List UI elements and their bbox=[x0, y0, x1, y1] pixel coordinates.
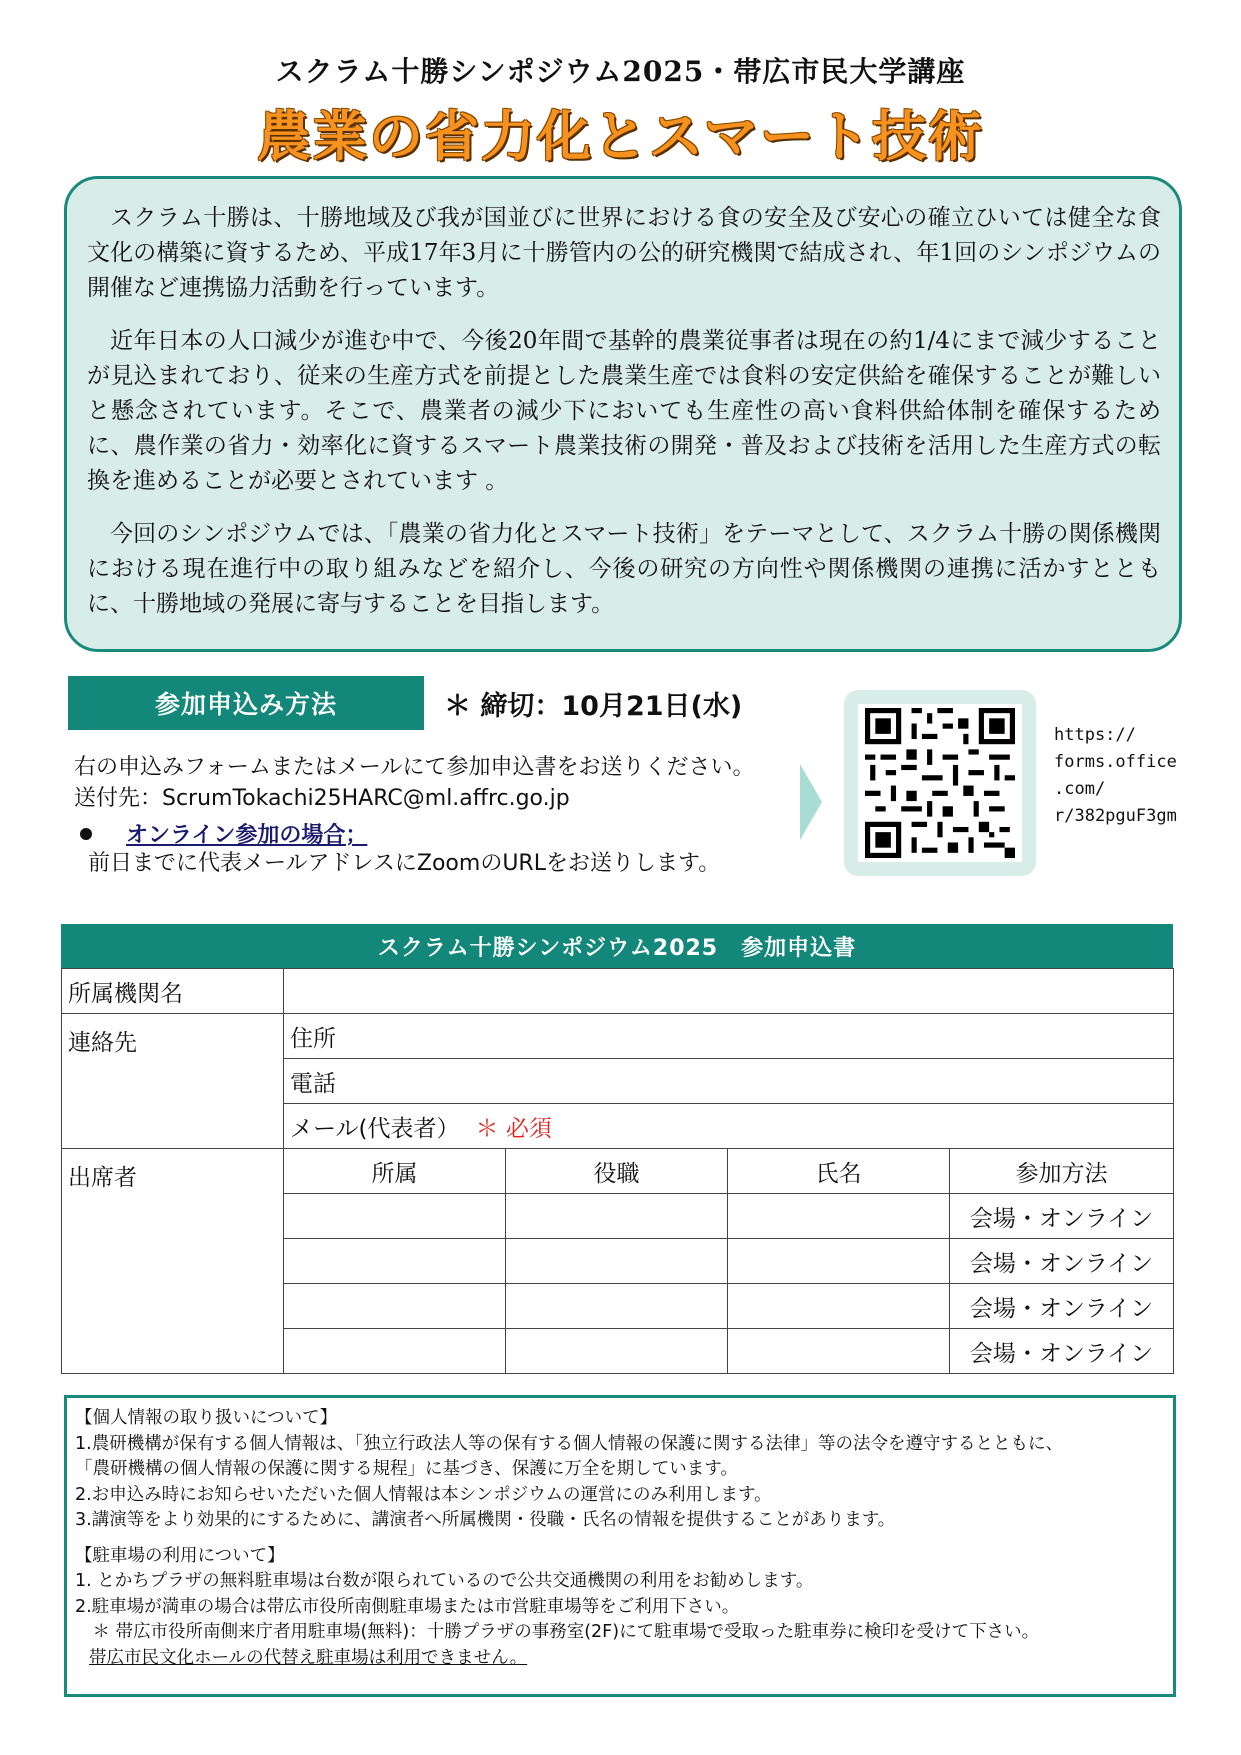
attendee-position-field[interactable] bbox=[506, 1284, 728, 1329]
affiliation-label: 所属機関名 bbox=[62, 969, 284, 1014]
form-url-line: https:// bbox=[1054, 725, 1136, 745]
affiliation-field[interactable] bbox=[284, 969, 1174, 1014]
event-title: 農業の省力化とスマート技術 bbox=[257, 104, 984, 168]
attendee-method-option[interactable]: 会場・オンライン bbox=[950, 1329, 1174, 1374]
attendee-method-option[interactable]: 会場・オンライン bbox=[950, 1194, 1174, 1239]
attendee-position-field[interactable] bbox=[506, 1239, 728, 1284]
attendee-affiliation-field[interactable] bbox=[284, 1329, 506, 1374]
attendee-affiliation-field[interactable] bbox=[284, 1239, 506, 1284]
notes-box bbox=[64, 1395, 1176, 1697]
privacy-item: 1.農研機構が保有する個人情報は、「独立行政法人等の保有する個人情報の保護に関する法律」等の法令を遵守するとともに、 bbox=[75, 1433, 1063, 1454]
attendee-name-field[interactable] bbox=[728, 1194, 950, 1239]
online-participation bbox=[74, 818, 367, 849]
privacy-item: 「農研機構の個人情報の保護に関する規程」に基づき、保護に万全を期しています。 bbox=[75, 1459, 738, 1479]
phone-label: 電話 bbox=[290, 1070, 336, 1097]
qr-code-icon[interactable] bbox=[864, 708, 1016, 858]
bullet-icon bbox=[80, 828, 92, 840]
privacy-item: 3.講演等をより効果的にするために、講演者へ所属機関・役職・氏名の情報を提供することがあります。 bbox=[75, 1510, 896, 1530]
attendee-method-option[interactable]: 会場・オンライン bbox=[950, 1284, 1174, 1329]
form-url[interactable] bbox=[1054, 722, 1177, 830]
parking-warning: 帯広市民文化ホールの代替え駐車場は利用できません。 bbox=[89, 1647, 528, 1668]
parking-item: 2.駐車場が満車の場合は帯広市役所南側駐車場または市営駐車場等をご利用下さい。 bbox=[75, 1596, 740, 1617]
email-field[interactable] bbox=[284, 1104, 1174, 1149]
email-label: メール(代表者） bbox=[290, 1115, 460, 1142]
intro-box bbox=[64, 176, 1182, 652]
instruction-text: 右の申込みフォームまたはメールにて参加申込書をお送りください。 bbox=[74, 755, 755, 780]
form-url-line: forms.office bbox=[1054, 752, 1177, 772]
address-field[interactable] bbox=[284, 1014, 1174, 1059]
form-url-line: r/382pguF3gm bbox=[1054, 806, 1177, 826]
address-label: 住所 bbox=[290, 1025, 336, 1052]
phone-field[interactable] bbox=[284, 1059, 1174, 1104]
form-url-line: .com/ bbox=[1054, 779, 1106, 799]
deadline-text: ＊ 締切：10月21日(水) bbox=[444, 691, 743, 722]
arrow-right-icon bbox=[800, 764, 822, 840]
attendee-method-option[interactable]: 会場・オンライン bbox=[950, 1239, 1174, 1284]
intro-paragraph: 今回のシンポジウムでは、「農業の省力化とスマート技術」をテーマとして、スクラム十勝の関係機関における現在進行中の取り組みなどを紹介し、今後の研究の方向性や関係機関の連携に活かすとともに、十勝地域の発展に寄与することを目指します。 bbox=[87, 521, 1161, 617]
privacy-title: 【個人情報の取り扱いについて】 bbox=[75, 1408, 338, 1428]
attendee-name-field[interactable] bbox=[728, 1239, 950, 1284]
column-header: 所属 bbox=[284, 1149, 506, 1194]
application-method-heading: 参加申込み方法 bbox=[68, 676, 424, 730]
attendee-name-field[interactable] bbox=[728, 1329, 950, 1374]
attendee-affiliation-field[interactable] bbox=[284, 1284, 506, 1329]
attendee-position-field[interactable] bbox=[506, 1329, 728, 1374]
online-label: オンライン参加の場合； bbox=[126, 823, 368, 848]
application-form-title: スクラム十勝シンポジウム2025 参加申込書 bbox=[61, 924, 1173, 968]
contact-label: 連絡先 bbox=[62, 1014, 284, 1149]
event-subtitle: スクラム十勝シンポジウム2025・帯広市民大学講座 bbox=[275, 55, 966, 88]
attendee-position-field[interactable] bbox=[506, 1194, 728, 1239]
intro-paragraph: 近年日本の人口減少が進む中で、今後20年間で基幹的農業従事者は現在の約1/4にまで減少することが見込まれており、従来の生産方式を前提とした農業生産では食料の安定供給を確保することが難しいと懸念されています。そこで、農業者の減少下においても生産性の高い食料供給体制を確保するために、農作業の省力・効率化に資するスマート農業技術の開発・普及および技術を活用した生産方式の転換を進めることが必要とされています 。 bbox=[87, 328, 1161, 494]
email-address-link[interactable]: 送付先：ScrumTokachi25HARC@ml.affrc.go.jp bbox=[74, 786, 570, 811]
parking-title: 【駐車場の利用について】 bbox=[75, 1545, 285, 1566]
column-header: 参加方法 bbox=[950, 1149, 1174, 1194]
column-header: 氏名 bbox=[728, 1149, 950, 1194]
required-mark: ＊ 必須 bbox=[475, 1115, 552, 1142]
intro-paragraph: スクラム十勝は、十勝地域及び我が国並びに世界における食の安全及び安心の確立ひいては健全な食文化の構築に資するため、平成17年3月に十勝管内の公的研究機関で結成され、年1回のシンポジウムの開催など連携協力活動を行っています。 bbox=[87, 205, 1161, 301]
application-instructions bbox=[74, 752, 754, 814]
attendee-name-field[interactable] bbox=[728, 1284, 950, 1329]
application-form bbox=[61, 968, 1173, 1374]
attendees-label: 出席者 bbox=[62, 1149, 284, 1374]
column-header: 役職 bbox=[506, 1149, 728, 1194]
parking-item: 1. とかちプラザの無料駐車場は台数が限られているので公共交通機関の利用をお勧めします。 bbox=[75, 1571, 814, 1591]
qr-code-frame bbox=[844, 690, 1036, 876]
parking-item: ＊ 帯広市役所南側来庁者用駐車場(無料)：十勝プラザの事務室(2F)にて駐車場で受取った駐車券に検印を受けて下さい。 bbox=[75, 1622, 1040, 1642]
privacy-item: 2.お申込み時にお知らせいただいた個人情報は本シンポジウムの運営にのみ利用します。 bbox=[75, 1484, 772, 1505]
attendee-affiliation-field[interactable] bbox=[284, 1194, 506, 1239]
online-note: 前日までに代表メールアドレスにZoomのURLをお送りします。 bbox=[88, 851, 721, 876]
